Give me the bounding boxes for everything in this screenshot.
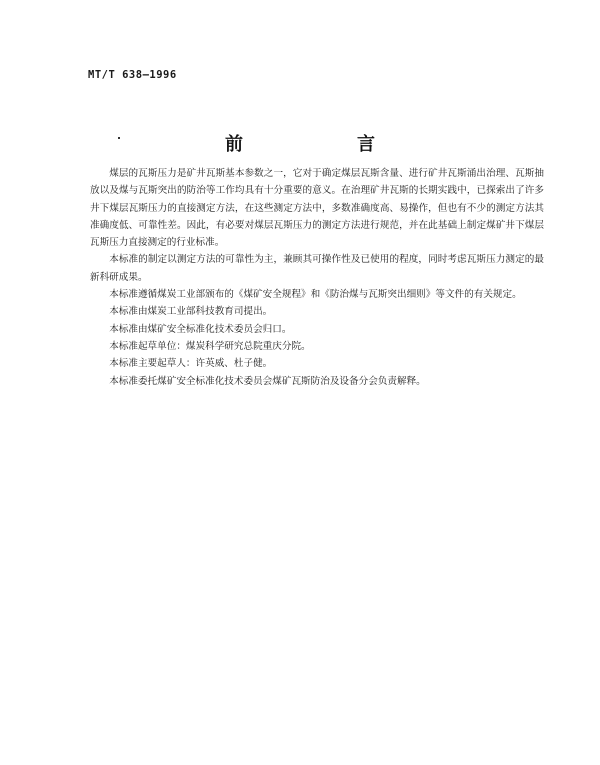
page-title: 前 言 <box>225 134 423 155</box>
statement-compliance: 本标准遵循煤炭工业部颁布的《煤矿安全规程》和《防治煤与瓦斯突出细则》等文件的有关规定。 <box>109 289 522 301</box>
paragraph-principle: 本标准的制定以测定方法的可靠性为主，兼顾其可操作性及已使用的程度，同时考虑瓦斯压力测定的最新科研成果。 <box>90 254 544 283</box>
statement-drafting-unit: 本标准起草单位：煤炭科学研究总院重庆分院。 <box>109 340 311 352</box>
statement-proposer: 本标准由煤炭工业部科技教育司提出。 <box>109 306 273 318</box>
foreword-body <box>90 165 544 390</box>
statement-interpretation: 本标准委托煤矿安全标准化技术委员会煤矿瓦斯防治及设备分会负责解释。 <box>109 375 426 387</box>
standard-code: MT/T 638—1996 <box>88 69 177 81</box>
statement-administrator: 本标准由煤矿安全标准化技术委员会归口。 <box>109 323 292 335</box>
paragraph-background: 煤层的瓦斯压力是矿井瓦斯基本参数之一，它对于确定煤层瓦斯含量、进行矿井瓦斯涌出治理、瓦斯抽放以及煤与瓦斯突出的防治等工作均具有十分重要的意义。在治理矿井瓦斯的长期实践中，已探索出了许多井下煤层瓦斯压力的直接测定方法，在这些测定方法中，多数准确度高、易操作，但也有不少的测定方法其准确度低、可靠性差。因此，有必要对煤层瓦斯压力的测定方法进行规范，并在此基础上制定煤矿井下煤层瓦斯压力直接测定的行业标准。 <box>90 168 544 249</box>
statement-drafters: 本标准主要起草人：许英威、杜子健。 <box>109 358 273 370</box>
